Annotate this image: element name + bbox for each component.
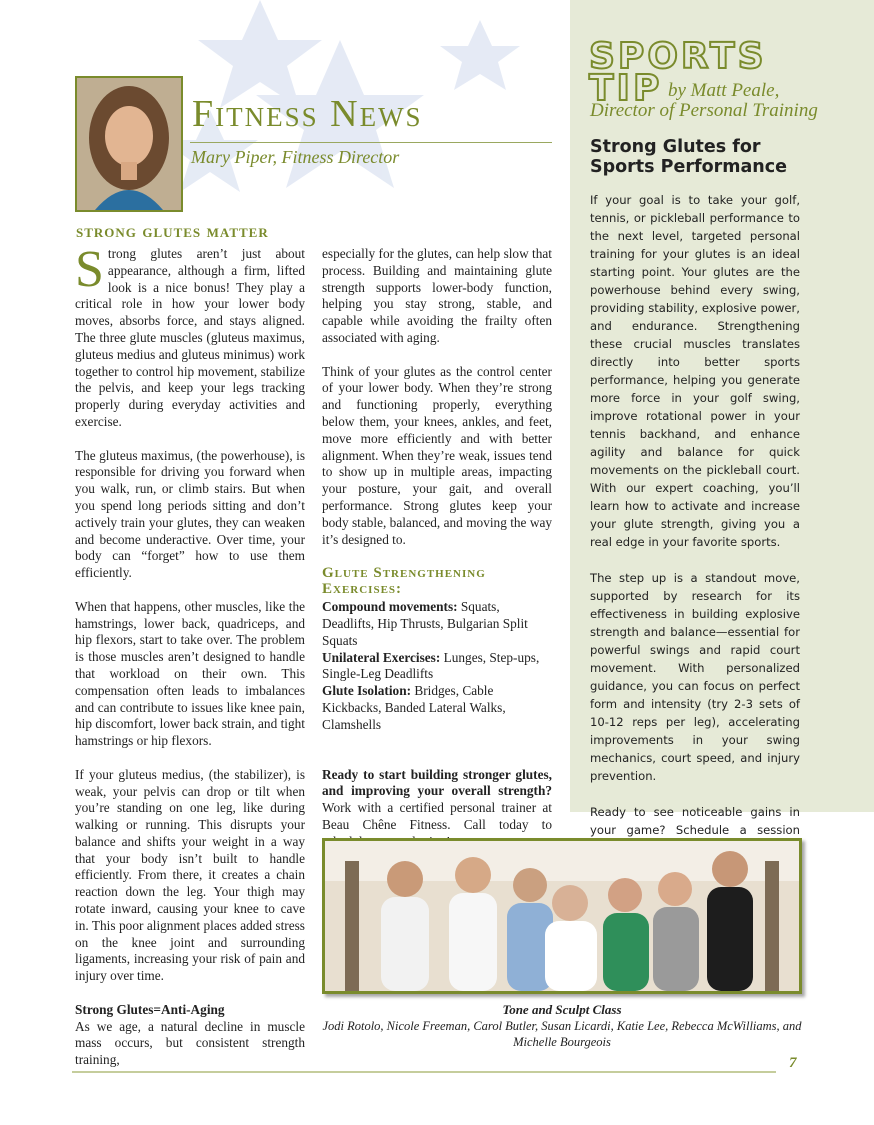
sidebar-paragraph: Ready to see noticeable gains in your game? Schedule a session xyxy=(590,805,800,837)
exercise-item xyxy=(322,683,552,733)
masthead-byline: Mary Piper, Fitness Director xyxy=(191,147,400,167)
article-heading: strong glutes matter xyxy=(76,221,269,241)
drop-cap: S xyxy=(75,241,104,298)
exercise-text: Squats, Deadlifts, Hip Thrusts, Bulgarian Split Squats xyxy=(322,599,528,648)
photo-caption-names: Jodi Rotolo, Nicole Freeman, Carol Butler, Susan Licardi, Katie Lee, Rebecca McWilliams, and Michelle Bourgeois xyxy=(322,1019,802,1049)
sidebar-author: by Matt Peale, xyxy=(668,80,780,101)
exercise-label: Glute Isolation: xyxy=(322,683,412,699)
article-paragraph: Think of your glutes as the control center of your lower body. When they’re strong and functioning properly, everything below them, your knees, ankles, and feet, move more efficiently and with better alignment. When they’re weak, issues tend to show up in multiple areas, impacting your posture, your gait, and overall performance. Strong glutes keep your body stable, balanced, and moving the way it’s designed to. xyxy=(322,363,552,547)
article-paragraph: As we age, a natural decline in muscle mass occurs, but consistent strength training, xyxy=(75,1018,305,1068)
exercise-item xyxy=(322,599,552,649)
author-portrait-photo xyxy=(75,76,183,212)
exercise-text: Bridges, Cable Kickbacks, Banded Lateral Walks, Clamshells xyxy=(322,683,506,732)
article-column-1 xyxy=(75,241,305,1086)
paragraph-text: trong glutes aren’t just about appearance, although a firm, lifted look is a nice bonus! They play a critical role in how your lower body moves, absorbs force, and stays aligned. The three glute muscles (gluteus maximus, gluteus medius and gluteus minimus) work together to control hip movement, stabilize the pelvis, and keep your legs tracking properly during everyday activities and exercise. xyxy=(75,246,305,429)
exercise-label: Compound movements: xyxy=(322,599,458,615)
sports-tip-logo-line-1: SPORTS xyxy=(589,36,767,77)
sidebar-author-role: Director of Personal Training xyxy=(590,100,818,121)
article-paragraph: If your gluteus medius, (the stabilizer), is weak, your pelvis can drop or tilt when you’re standing on one leg, like during walking or running. This disrupts your balance and shifts your weight in a way that your body isn’t built to handle efficiently. From there, it creates a chain reaction down the leg. Your thigh may rotate inward, causing your knee to cave in. This poor alignment places added stress on the knee joint and surrounding ligaments, increasing your risk of pain and injury over time. xyxy=(75,766,305,984)
page-title: Fitness News xyxy=(192,93,423,135)
sidebar-paragraph: If your goal is to take your golf, tennis, or pickleball performance to the next level, targeted personal training for your glutes is an ideal starting point. Your glutes are the powerhouse behind every swing, providing stability, explosive power, and endurance. Strengthening these crucial muscles translates directly into better sports performance, helping you generate more force in your golf swing, improve rotational power in your tennis backhand, and enhance agility and balance for quick movements on the pickleball court. With our expert coaching, you’ll learn how to activate and increase your glute strength, giving you a real edge in your favorite sports. xyxy=(590,193,800,549)
page-number: 7 xyxy=(789,1055,797,1071)
exercise-text: Lunges, Step-ups, Single-Leg Deadlifts xyxy=(322,649,540,682)
exercises-heading: Glute Strengthening Exercises: xyxy=(322,565,486,598)
anti-aging-subheading: Strong Glutes=Anti-Aging xyxy=(75,1001,225,1017)
footer-divider xyxy=(72,1071,776,1073)
photo-caption-title: Tone and Sculpt Class xyxy=(502,1002,622,1017)
cta-text: Work with a certified personal trainer at Beau Chêne Fitness. Call today to xyxy=(322,800,552,832)
portrait-illustration xyxy=(77,78,181,210)
cta-bold-text: Ready to start building stronger glutes, and improving your overall strength? xyxy=(322,766,552,799)
sidebar-title: Strong Glutes for Sports Performance xyxy=(590,137,787,177)
group-photo-illustration xyxy=(325,841,799,991)
sports-tip-logo-line-2: TIP xyxy=(589,68,663,109)
article-paragraph: The gluteus maximus, (the powerhouse), is responsible for driving you forward when you walk, run, or climb stairs. But when you spend long periods sitting and don’t actively train your glutes, they can weaken and become underactive. Over time, your body can “forget” how to use them efficiently. xyxy=(75,447,305,581)
sidebar-body xyxy=(590,191,800,929)
sidebar-paragraph: The step up is a standout move, supported by research for its effectiveness in building explosive strength and balance—essential for powerful swings and rapid court movement. With personalized guidance, you can focus on perfect form and intensity (try 2-3 sets of 10-12 reps per leg), accelerating improvements in your swing mechanics, court speed, and injury prevention. xyxy=(590,571,800,783)
article-paragraph: especially for the glutes, can help slow that process. Building and maintaining glute strength supports lower-body function, helping you stay strong, stable, and capable while avoiding the frailty often associated with aging. xyxy=(322,246,552,345)
article-paragraph xyxy=(75,241,305,431)
masthead-divider xyxy=(190,142,552,143)
article-paragraph: When that happens, other muscles, like the hamstrings, lower back, quadriceps, and hip flexors, start to take over. The problem is those muscles aren’t designed to handle that workload on their own. This compensation often leads to imbalances and can contribute to issues like knee pain, hip discomfort, lower back strain, and tight hamstrings or hip flexors. xyxy=(75,598,305,749)
class-group-photo xyxy=(322,838,802,994)
exercise-label: Unilateral Exercises: xyxy=(322,649,441,665)
exercise-list xyxy=(322,599,552,733)
exercise-item xyxy=(322,650,552,684)
article-column-2 xyxy=(322,246,552,867)
